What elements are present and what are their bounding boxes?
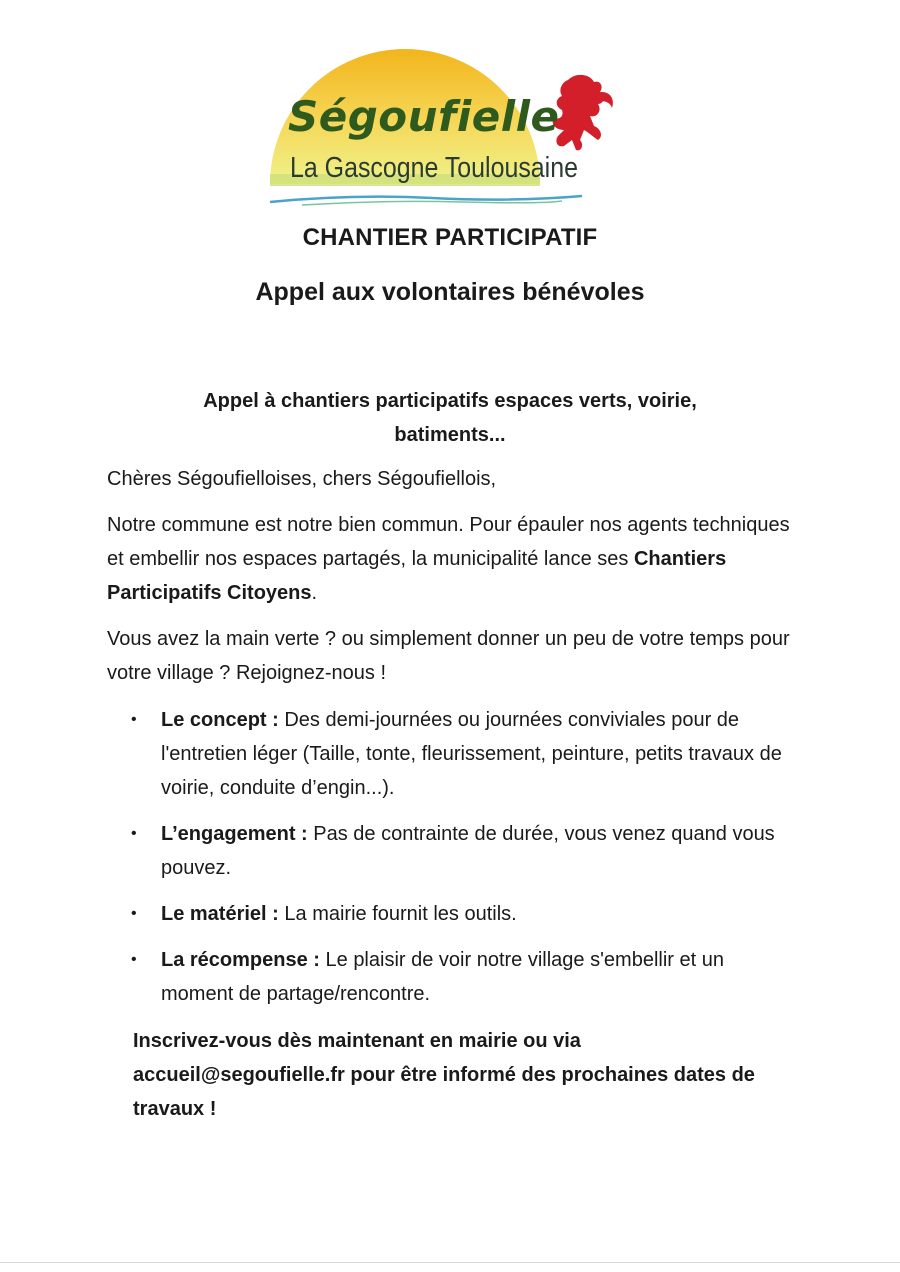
segoufielle-logo: [262, 34, 642, 214]
bullet-text: Pas de contrainte de durée, vous venez quand vous pouvez.: [161, 823, 775, 879]
intro-text: Notre commune est notre bien commun. Pour épauler nos agents techniques et embellir nos espaces partagés, la municipalité lance ses: [107, 514, 790, 570]
greeting-paragraph: Chères Ségoufielloises, chers Ségoufiellois,: [107, 468, 497, 490]
bullet-label: Le matériel :: [161, 903, 279, 925]
bullet-label: La récompense :: [161, 949, 320, 971]
logo-name: Ségoufielle: [288, 92, 560, 141]
signup-call-to-action: Inscrivez-vous dès maintenant en mairie ou via accueil@segoufielle.fr pour être informé des prochaines dates de travaux !: [133, 1030, 755, 1120]
details-list: [131, 703, 801, 1023]
page-subtitle: Appel aux volontaires bénévoles: [255, 278, 645, 306]
bullet-icon: •: [131, 905, 137, 922]
logo-tagline: La Gascogne Toulousaine: [290, 152, 578, 184]
bullet-label: L’engagement :: [161, 823, 308, 845]
list-item: [131, 943, 801, 1011]
lion-icon: [553, 75, 613, 150]
bullet-text: Des demi-journées ou journées conviviales pour de l'entretien léger (Taille, tonte, fleurissement, peinture, petits travaux de voirie, conduite d’engin...).: [161, 709, 782, 799]
intro-bold: Chantiers Participatifs Citoyens: [107, 548, 727, 604]
list-item: [131, 817, 801, 885]
page-edge-line: [0, 1262, 900, 1263]
list-item: [131, 897, 801, 931]
bullet-icon: •: [131, 711, 137, 728]
bullet-label: Le concept :: [161, 709, 279, 731]
bullet-icon: •: [131, 825, 137, 842]
section-heading: Appel à chantiers participatifs espaces verts, voirie, batiments...: [203, 390, 697, 446]
bullet-text: Le plaisir de voir notre village s'embellir et un moment de partage/rencontre.: [161, 949, 724, 1005]
intro-end: .: [311, 582, 318, 604]
bullet-icon: •: [131, 951, 137, 968]
question-paragraph: Vous avez la main verte ? ou simplement donner un peu de votre temps pour votre village ? Rejoignez-nous !: [107, 628, 790, 684]
bullet-text: La mairie fournit les outils.: [278, 903, 517, 925]
page-title: CHANTIER PARTICIPATIF: [302, 224, 598, 251]
list-item: [131, 703, 801, 805]
intro-paragraph: [107, 508, 807, 610]
